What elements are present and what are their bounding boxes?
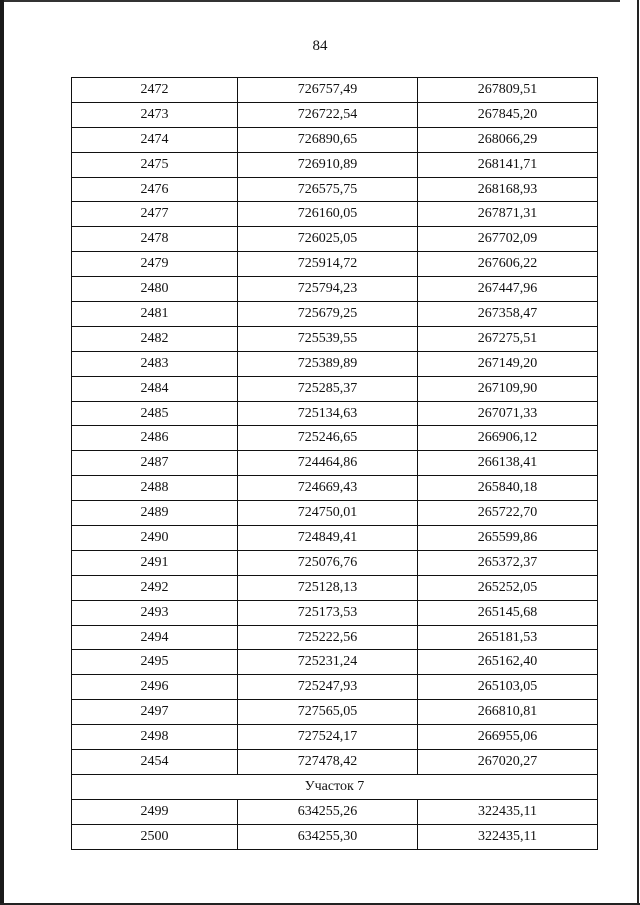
- y-coordinate-cell: 268066,29: [418, 127, 598, 152]
- table-row: [72, 277, 598, 302]
- y-coordinate-cell: 267020,27: [418, 750, 598, 775]
- table-row: [72, 501, 598, 526]
- table-row: [72, 426, 598, 451]
- y-coordinate-cell: 322435,11: [418, 824, 598, 849]
- scan-edge-top: [0, 0, 620, 2]
- table-row: [72, 725, 598, 750]
- point-number-cell: 2476: [72, 177, 238, 202]
- coordinates-table: [71, 77, 598, 850]
- point-number-cell: 2488: [72, 476, 238, 501]
- x-coordinate-cell: 726722,54: [238, 102, 418, 127]
- table-row: [72, 302, 598, 327]
- y-coordinate-cell: 268141,71: [418, 152, 598, 177]
- x-coordinate-cell: 725173,53: [238, 600, 418, 625]
- x-coordinate-cell: 634255,30: [238, 824, 418, 849]
- point-number-cell: 2478: [72, 227, 238, 252]
- y-coordinate-cell: 267447,96: [418, 277, 598, 302]
- point-number-cell: 2483: [72, 351, 238, 376]
- table-row: [72, 675, 598, 700]
- x-coordinate-cell: 725134,63: [238, 401, 418, 426]
- table-row: [72, 575, 598, 600]
- scan-edge-left: [0, 0, 4, 905]
- table-row: [72, 376, 598, 401]
- x-coordinate-cell: 725222,56: [238, 625, 418, 650]
- point-number-cell: 2485: [72, 401, 238, 426]
- y-coordinate-cell: 267149,20: [418, 351, 598, 376]
- y-coordinate-cell: 267702,09: [418, 227, 598, 252]
- y-coordinate-cell: 265840,18: [418, 476, 598, 501]
- table-row: [72, 650, 598, 675]
- table-row: [72, 700, 598, 725]
- x-coordinate-cell: 634255,26: [238, 799, 418, 824]
- y-coordinate-cell: 267606,22: [418, 252, 598, 277]
- y-coordinate-cell: 267809,51: [418, 78, 598, 103]
- x-coordinate-cell: 725285,37: [238, 376, 418, 401]
- y-coordinate-cell: 266906,12: [418, 426, 598, 451]
- x-coordinate-cell: 724750,01: [238, 501, 418, 526]
- y-coordinate-cell: 265145,68: [418, 600, 598, 625]
- point-number-cell: 2477: [72, 202, 238, 227]
- table-row: [72, 799, 598, 824]
- point-number-cell: 2473: [72, 102, 238, 127]
- point-number-cell: 2474: [72, 127, 238, 152]
- y-coordinate-cell: 267071,33: [418, 401, 598, 426]
- point-number-cell: 2475: [72, 152, 238, 177]
- x-coordinate-cell: 725539,55: [238, 326, 418, 351]
- table-row: [72, 550, 598, 575]
- point-number-cell: 2496: [72, 675, 238, 700]
- point-number-cell: 2499: [72, 799, 238, 824]
- y-coordinate-cell: 266138,41: [418, 451, 598, 476]
- y-coordinate-cell: 265599,86: [418, 526, 598, 551]
- y-coordinate-cell: 265252,05: [418, 575, 598, 600]
- table-row: [72, 127, 598, 152]
- x-coordinate-cell: 727524,17: [238, 725, 418, 750]
- x-coordinate-cell: 725679,25: [238, 302, 418, 327]
- point-number-cell: 2481: [72, 302, 238, 327]
- y-coordinate-cell: 265372,37: [418, 550, 598, 575]
- y-coordinate-cell: 267358,47: [418, 302, 598, 327]
- y-coordinate-cell: 267109,90: [418, 376, 598, 401]
- table-row: [72, 252, 598, 277]
- x-coordinate-cell: 727565,05: [238, 700, 418, 725]
- point-number-cell: 2497: [72, 700, 238, 725]
- table-row: [72, 152, 598, 177]
- point-number-cell: 2492: [72, 575, 238, 600]
- table-row: [72, 750, 598, 775]
- y-coordinate-cell: 265181,53: [418, 625, 598, 650]
- table-row: [72, 351, 598, 376]
- point-number-cell: 2500: [72, 824, 238, 849]
- x-coordinate-cell: 726160,05: [238, 202, 418, 227]
- x-coordinate-cell: 724849,41: [238, 526, 418, 551]
- y-coordinate-cell: 266810,81: [418, 700, 598, 725]
- table-row: [72, 526, 598, 551]
- table-row: [72, 625, 598, 650]
- y-coordinate-cell: 267845,20: [418, 102, 598, 127]
- table-body-after-section: [72, 799, 598, 849]
- x-coordinate-cell: 724464,86: [238, 451, 418, 476]
- x-coordinate-cell: 726910,89: [238, 152, 418, 177]
- table-row: [72, 227, 598, 252]
- point-number-cell: 2480: [72, 277, 238, 302]
- x-coordinate-cell: 725914,72: [238, 252, 418, 277]
- point-number-cell: 2486: [72, 426, 238, 451]
- y-coordinate-cell: 267275,51: [418, 326, 598, 351]
- section-title: Участок 7: [72, 774, 598, 799]
- table-row: [72, 78, 598, 103]
- x-coordinate-cell: 726575,75: [238, 177, 418, 202]
- y-coordinate-cell: 265103,05: [418, 675, 598, 700]
- table-row: [72, 451, 598, 476]
- y-coordinate-cell: 266955,06: [418, 725, 598, 750]
- y-coordinate-cell: 267871,31: [418, 202, 598, 227]
- y-coordinate-cell: 265162,40: [418, 650, 598, 675]
- y-coordinate-cell: 265722,70: [418, 501, 598, 526]
- point-number-cell: 2494: [72, 625, 238, 650]
- x-coordinate-cell: 726757,49: [238, 78, 418, 103]
- point-number-cell: 2498: [72, 725, 238, 750]
- table-row: [72, 476, 598, 501]
- scan-edge-right: [637, 0, 639, 905]
- x-coordinate-cell: 725247,93: [238, 675, 418, 700]
- x-coordinate-cell: 726890,65: [238, 127, 418, 152]
- x-coordinate-cell: 725231,24: [238, 650, 418, 675]
- point-number-cell: 2495: [72, 650, 238, 675]
- point-number-cell: 2482: [72, 326, 238, 351]
- point-number-cell: 2454: [72, 750, 238, 775]
- section-row: [72, 774, 598, 799]
- table-row: [72, 401, 598, 426]
- point-number-cell: 2493: [72, 600, 238, 625]
- x-coordinate-cell: 727478,42: [238, 750, 418, 775]
- point-number-cell: 2490: [72, 526, 238, 551]
- point-number-cell: 2479: [72, 252, 238, 277]
- page-number: 84: [312, 38, 328, 54]
- section-header: [72, 774, 598, 799]
- table-row: [72, 102, 598, 127]
- y-coordinate-cell: 322435,11: [418, 799, 598, 824]
- point-number-cell: 2472: [72, 78, 238, 103]
- point-number-cell: 2491: [72, 550, 238, 575]
- point-number-cell: 2487: [72, 451, 238, 476]
- x-coordinate-cell: 725794,23: [238, 277, 418, 302]
- table-row: [72, 824, 598, 849]
- point-number-cell: 2489: [72, 501, 238, 526]
- x-coordinate-cell: 725389,89: [238, 351, 418, 376]
- y-coordinate-cell: 268168,93: [418, 177, 598, 202]
- point-number-cell: 2484: [72, 376, 238, 401]
- x-coordinate-cell: 725246,65: [238, 426, 418, 451]
- table-body-before-section: [72, 78, 598, 775]
- table-row: [72, 202, 598, 227]
- x-coordinate-cell: 725128,13: [238, 575, 418, 600]
- table-row: [72, 600, 598, 625]
- x-coordinate-cell: 726025,05: [238, 227, 418, 252]
- x-coordinate-cell: 725076,76: [238, 550, 418, 575]
- table-row: [72, 326, 598, 351]
- x-coordinate-cell: 724669,43: [238, 476, 418, 501]
- table-row: [72, 177, 598, 202]
